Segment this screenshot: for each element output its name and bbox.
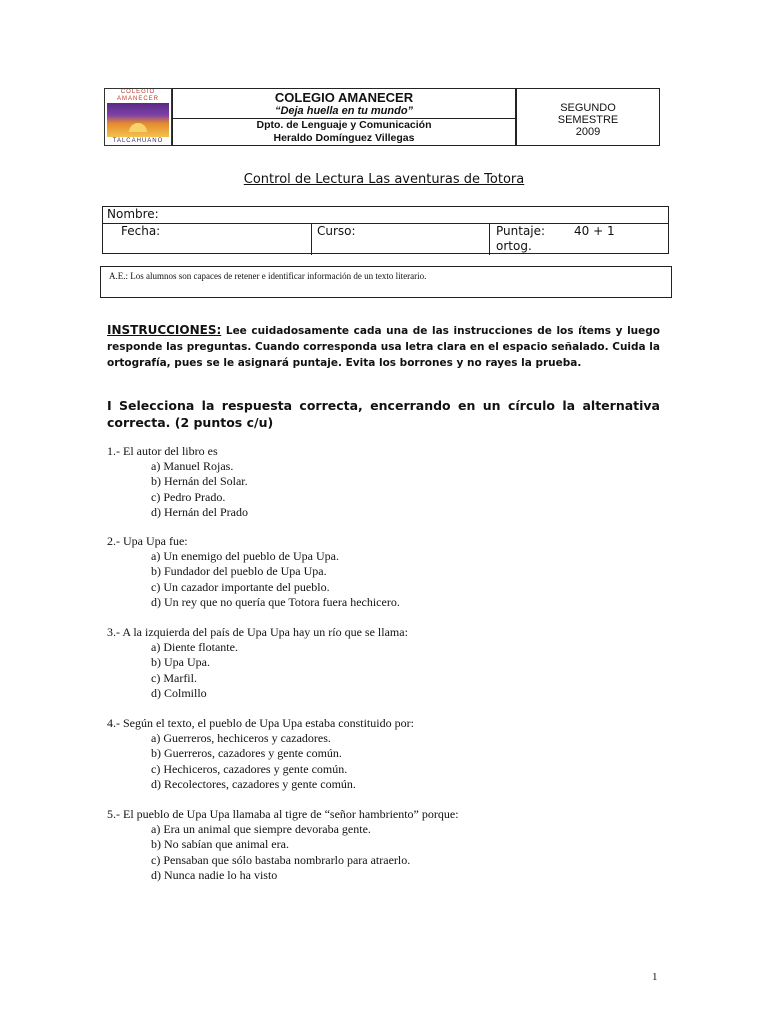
question-2 <box>107 534 667 610</box>
school-motto: “Deja huella en tu mundo” <box>274 105 414 117</box>
option-a[interactable]: a) Era un animal que siempre devoraba gente. <box>151 822 371 837</box>
instructions <box>107 322 660 371</box>
curso-field[interactable] <box>311 224 490 255</box>
option-c[interactable]: c) Hechiceros, cazadores y gente común. <box>151 761 348 776</box>
logo-text-top: COLEGIO <box>120 89 156 95</box>
semester-year: 2009 <box>575 126 601 138</box>
question-stem: 4.- Según el texto, el pueblo de Upa Upa estaba constituido por: <box>107 716 414 730</box>
nombre-field[interactable]: Nombre: <box>107 207 159 221</box>
teacher-name: Heraldo Domínguez Villegas <box>273 132 415 144</box>
question-stem: 2.- Upa Upa fue: <box>107 534 188 548</box>
logo-text-bottom: TALCAHUANO <box>112 138 164 144</box>
learning-objective-box: A.E.: Los alumnos son capaces de retener e identificar información de un texto literario. <box>100 266 672 298</box>
curso-label: Curso: <box>317 224 356 238</box>
option-c[interactable]: c) Pensaban que sólo bastaba nombrarlo para atraerlo. <box>151 852 411 867</box>
school-name: COLEGIO AMANECER <box>274 90 414 105</box>
option-c[interactable]: c) Un cazador importante del pueblo. <box>151 579 330 594</box>
department: Dpto. de Lenguaje y Comunicación <box>256 119 432 131</box>
header-semester-box <box>516 88 660 146</box>
option-d[interactable]: d) Colmillo <box>151 685 207 700</box>
section-heading: I Selecciona la respuesta correcta, encerrando en un círculo la alternativa correcta. (2 puntos c/u) <box>107 398 660 430</box>
fecha-label: Fecha: <box>121 224 161 238</box>
option-d[interactable]: d) Recolectores, cazadores y gente común. <box>151 776 356 791</box>
question-5 <box>107 807 667 883</box>
option-c[interactable]: c) Pedro Prado. <box>151 489 226 504</box>
option-c[interactable]: c) Marfil. <box>151 670 197 685</box>
option-b[interactable]: b) Fundador del pueblo de Upa Upa. <box>151 564 327 579</box>
fecha-field[interactable] <box>103 224 312 255</box>
puntaje-ortog: ortog. <box>496 239 532 253</box>
question-stem: 5.- El pueblo de Upa Upa llamaba al tigre de “señor hambriento” porque: <box>107 807 459 821</box>
question-1 <box>107 444 667 520</box>
page-title: Control de Lectura Las aventuras de Totora <box>243 172 525 187</box>
option-a[interactable]: a) Un enemigo del pueblo de Upa Upa. <box>151 549 339 564</box>
sunrise-logo-icon <box>107 103 169 137</box>
question-stem: 1.- El autor del libro es <box>107 444 218 458</box>
student-info-table <box>102 206 669 254</box>
instructions-text: Lee cuidadosamente cada una de las instrucciones de los ítems y luego responde las preguntas. Cuando corresponda usa letra clara en el espacio señalado. Cuida la ortografía, pues se le asignará puntaje. Evita los borrones y no rayes la prueba. <box>107 325 660 369</box>
option-a[interactable]: a) Manuel Rojas. <box>151 459 234 474</box>
option-a[interactable]: a) Diente flotante. <box>151 640 238 655</box>
page-number: 1 <box>652 971 658 983</box>
semester-line2: SEMESTRE <box>557 114 619 126</box>
question-3 <box>107 625 667 701</box>
school-logo <box>104 88 172 146</box>
option-b[interactable]: b) Hernán del Solar. <box>151 474 248 489</box>
header-school-box <box>172 88 516 146</box>
semester-line1: SEGUNDO <box>560 102 616 114</box>
question-4 <box>107 716 667 792</box>
puntaje-field <box>490 224 668 255</box>
option-b[interactable]: b) Upa Upa. <box>151 655 210 670</box>
option-a[interactable]: a) Guerreros, hechiceros y cazadores. <box>151 731 331 746</box>
puntaje-value: 40 + 1 <box>574 224 615 238</box>
question-stem: 3.- A la izquierda del país de Upa Upa hay un río que se llama: <box>107 625 408 639</box>
option-d[interactable]: d) Hernán del Prado <box>151 504 248 519</box>
option-b[interactable]: b) No sabían que animal era. <box>151 837 289 852</box>
option-d[interactable]: d) Nunca nadie lo ha visto <box>151 867 278 882</box>
option-b[interactable]: b) Guerreros, cazadores y gente común. <box>151 746 342 761</box>
option-d[interactable]: d) Un rey que no quería que Totora fuera hechicero. <box>151 594 400 609</box>
instructions-label: INSTRUCCIONES: <box>107 323 222 337</box>
logo-text-mid: AMANECER <box>116 96 159 102</box>
puntaje-label: Puntaje: <box>496 224 546 238</box>
